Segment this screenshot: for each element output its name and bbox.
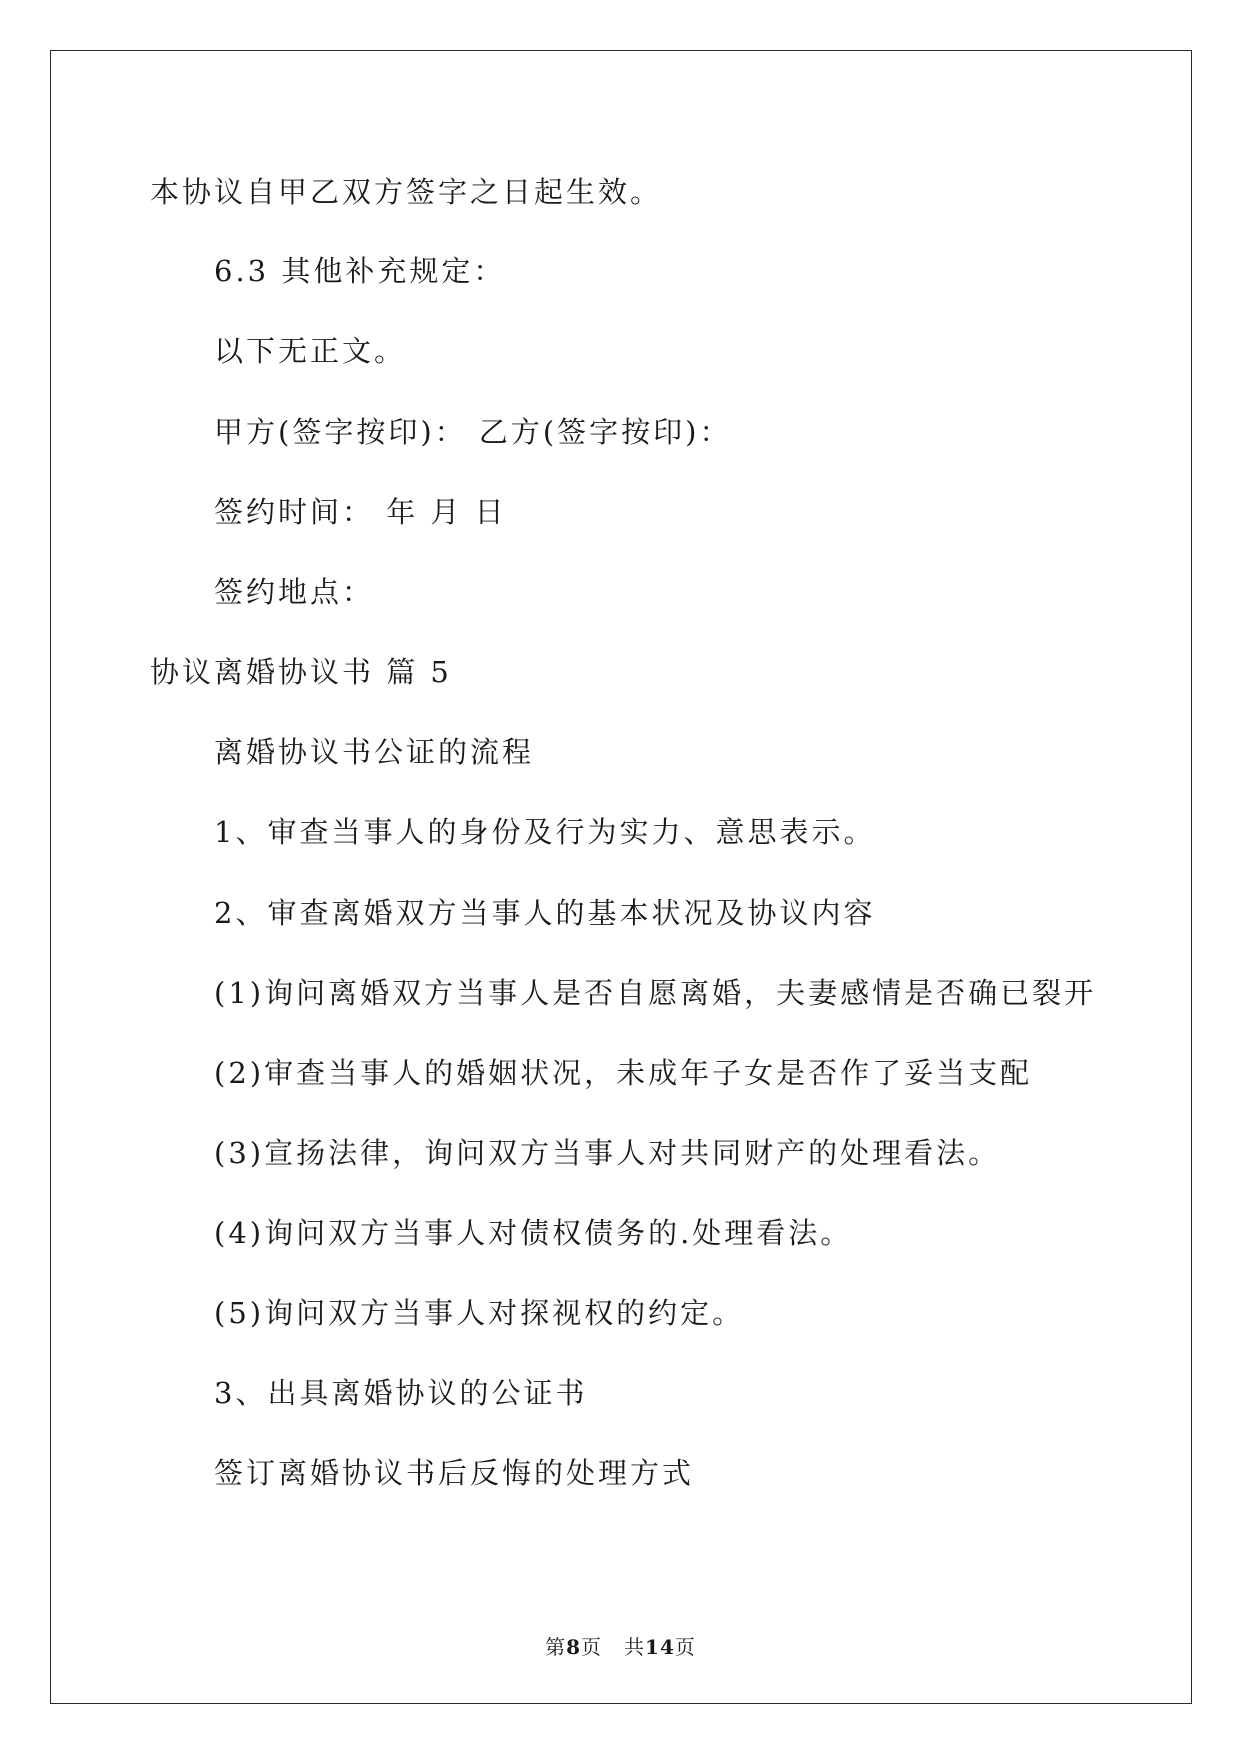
list-item: (1)询问离婚双方当事人是否自愿离婚，夫妻感情是否确已裂开 [214,976,1097,1010]
list-item: 3、出具离婚协议的公证书 [214,1376,588,1410]
list-item: (2)审查当事人的婚姻状况，未成年子女是否作了妥当支配 [214,1056,1033,1090]
paragraph-effective-clause: 本协议自甲乙双方签字之日起生效。 [150,175,663,209]
list-item: 1、审查当事人的身份及行为实力、意思表示。 [214,815,876,849]
list-item: (4)询问双方当事人对债权债务的.处理看法。 [214,1216,853,1250]
list-item: 2、审查离婚双方当事人的基本状况及协议内容 [214,896,876,930]
paragraph-supplementary-rules: 6.3 其他补充规定： [214,254,506,288]
total-suffix: 页 [674,1635,696,1659]
signing-place-line: 签约地点： [214,575,375,609]
total-pages: 14 [645,1635,675,1659]
list-item: (3)宣扬法律，询问双方当事人对共同财产的处理看法。 [214,1136,1001,1170]
signature-line-parties: 甲方(签字按印)： 乙方(签字按印)： [214,415,732,449]
paragraph-end-of-text: 以下无正文。 [214,334,407,368]
page-footer [0,1631,1241,1660]
page-suffix: 页 [581,1635,603,1659]
signing-date-line: 签约时间： 年 月 日 [214,495,507,529]
subheading-regret-handling: 签订离婚协议书后反悔的处理方式 [214,1456,695,1490]
section-heading: 协议离婚协议书 篇 5 [150,655,452,689]
page-prefix: 第 [545,1635,567,1659]
total-prefix: 共 [624,1635,646,1659]
list-item: (5)询问双方当事人对探视权的约定。 [214,1296,745,1330]
page-number: 8 [566,1635,582,1659]
subheading-notarization-process: 离婚协议书公证的流程 [214,735,535,769]
